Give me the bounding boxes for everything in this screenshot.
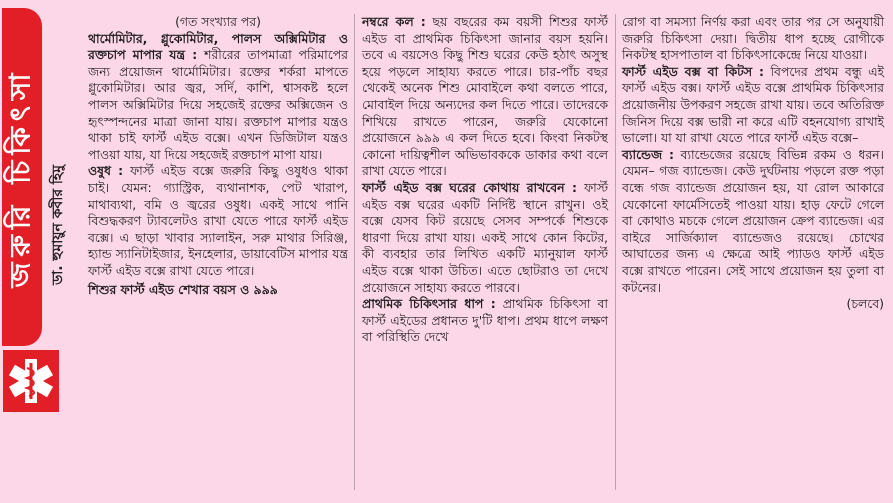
column-divider [615,14,616,490]
paragraph-bandage [622,147,884,296]
column-title: জরুরি চিকিৎসা [3,67,37,287]
heading-medicine: ওষুধ : [88,163,124,179]
heading-first-aid-kit: ফার্স্ট এইড বক্স বা কিটস : [622,63,764,79]
heading-equipment: থার্মোমিটার, গ্লুকোমিটার, পালস অক্সিমিটার ও রক্তচাপ মাপার যন্ত্র : [88,30,348,63]
column-banner [0,0,74,503]
article-column-1 [88,14,348,298]
body-equipment: শরীরের তাপমাত্রা পরিমাপের জন্য প্রয়োজন থার্মোমিটার। রক্তের শর্করা মাপতে গ্লুকোমিটার। আর জ্বর, সর্দি, কাশি, শ্বাসকষ্ট হলে পালস অক্সিমিটার দিয়ে সহজেই রক্তের অক্সিজেন ও হৃৎস্পন্দনের মাত্রা জানা যায়। রক্তচাপ মাপার যন্ত্রও থাকা চাই ফার্স্ট এইড বক্সে। এখন ডিজিটাল যন্ত্রও পাওয়া যায়, যা দিয়ে সহজেই রক্তচাপ মাপা যায়। [88,47,348,162]
author-byline-wrapper [44,150,72,300]
heading-first-aid-steps: প্রাথমিক চিকিৎসার ধাপ : [362,296,496,312]
paragraph-call-999 [362,14,608,180]
body-box-location: ফার্স্ট এইড বক্স ঘরের একটি নির্দিষ্ট স্থানে রাখুন। ওই বক্সে যেসব কিট রয়েছে সেসব সম্পর্কে শিশুকে ধারণা দিয়ে রাখা যায়। একই সাথে কোন কিটের, কী ব্যবহার তার লিখিত একটি ম্যানুয়াল ফার্স্ট এইড বক্সে থাকা উচিত। এতে ছোটরাও তা দেখে প্রয়োজনে সাহায্য করতে পারবে। [362,179,608,295]
paragraph-equipment [88,31,348,164]
body-first-aid-steps: প্রাথমিক চিকিৎসা বা ফার্স্ট এইডের প্রধানত দু'টি ধাপ। প্রথম ধাপে লক্ষণ বা পরিস্থিতি দেখে [362,296,608,345]
heading-call-999: নম্বরে কল : [362,14,426,29]
author-byline: ডা. হুমায়ুন কবীর হিমু [50,164,67,286]
article-column-2 [362,14,608,346]
column-divider [354,14,355,490]
to-be-continued: (চলবে) [846,296,884,312]
body-medicine: ফার্স্ট এইড বক্সে জরুরি কিছু ওষুধও থাকা চাই। যেমন: গ্যাস্ট্রিক, ব্যথানাশক, পেট খারাপ, মাথাব্যথা, বমি ও জ্বরের ওষুধ। একই সাথে পানি বিশুদ্ধকরণ ট্যাবলেটও রাখা যেতে পারে ফার্স্ট এইড বক্সে। এ ছাড়া খাবার স্যালাইন, সরু মাথার সিরিঞ্জ, হ্যান্ড স্যানিটাইজার, ইনহেলার, ডায়াবেটিস মাপার যন্ত্র ফার্স্ট এইড বক্সে রাখা যেতে পারে। [88,163,348,278]
body-bandage: ব্যান্ডেজের রয়েছে বিভিন্ন রকম ও ধরন। যেমন– গজ ব্যান্ডেজ। কেউ দুর্ঘটনায় পড়লে রক্ত পড়া বন্ধে গজ ব্যান্ডেজ প্রয়োজন হয়, যা রোল আকারে যেকোনো ফার্মেসিতেই পাওয়া যায়। হাড় ফেটে গেলে বা কোথাও মচকে গেলে প্রয়োজন ক্রেপ ব্যান্ডেজ। এর বাইরে সার্জিক্যাল ব্যান্ডেজও রয়েছে। চোখের আঘাতের জন্য এ ক্ষেত্রে আই প্যাডও ফার্স্ট এইড বক্সে রাখতে পারেন। সেই সাথে প্রয়োজন হয় তুলা বা কটনের। [622,146,884,295]
paragraph-box-location [362,180,608,296]
paragraph-first-aid-steps [362,296,608,346]
heading-bandage: ব্যান্ডেজ : [622,146,674,162]
paragraph-medicine [88,163,348,279]
continued-from-previous: (গত সংখ্যার পর) [175,14,261,29]
column-title-wrapper [2,8,42,346]
article-column-3 [622,14,884,313]
paragraph-first-aid-kit [622,64,884,147]
heading-child-age: শিশুর ফার্স্ট এইড শেখার বয়স ও ৯৯৯ [88,281,278,297]
heading-box-location: ফার্স্ট এইড বক্স ঘরের কোথায় রাখবেন : [362,179,577,195]
body-call-999: ছয় বছরের কম বয়সী শিশুর ফার্স্ট এইড বা প্রাথমিক চিকিৎসা জানার বয়স হয়নি। তবে এ বয়সেও কিছু শিশু ঘরের কেউ হঠাৎ অসুস্থ হয়ে পড়লে সাহায্য করতে পারে। চার-পাঁচ বছর থেকেই অনেক শিশু মোবাইলে কথা বলতে পারে, মোবাইল দিয়ে অন্যদের কল দিতে পারে। তাদেরকে শিখিয়ে রাখতে পারেন, জরুরি যেকোনো প্রয়োজনে ৯৯৯ এ কল দিতে হবে। কিংবা নিকটস্থ কোনো দায়িত্বশীল অভিভাবককে ডাকার কথা বলে রাখা যেতে পারে। [362,14,608,179]
red-star-of-life-emblem-icon [3,350,59,412]
body-steps-continued: রোগ বা সমস্যা নির্ণয় করা এবং তার পর সে অনুযায়ী জরুরি চিকিৎসা দেয়া। দ্বিতীয় ধাপ হচ্ছে রোগীকে নিকটস্থ হাসপাতাল বা চিকিৎসাকেন্দ্রে নিয়ে যাওয়া। [622,14,884,63]
body-first-aid-kit: বিপদের প্রথম বন্ধু এই ফার্স্ট এইড বক্স। ফার্স্ট এইড বক্সে প্রাথমিক চিকিৎসার প্রয়োজনীয় উপকরণ সহজে রাখা যায়। তবে অতিরিক্ত জিনিস দিয়ে বক্স ভারী না করে এটি বহনযোগ্য রাখাই ভালো। যা যা রাখা যেতে পারে ফার্স্ট এইড বক্সে– [622,63,884,146]
